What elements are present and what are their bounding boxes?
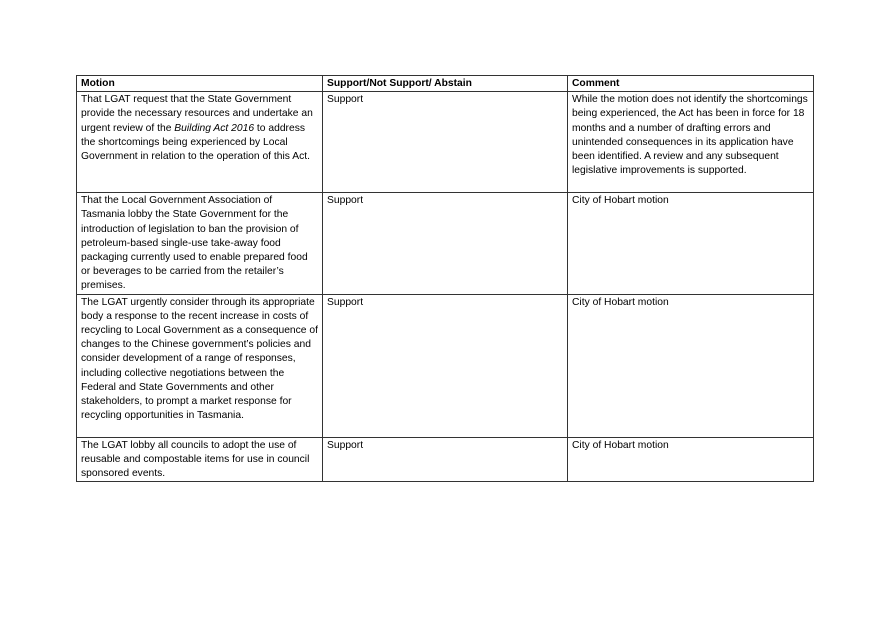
support-cell: Support [323, 92, 568, 193]
comment-cell: City of Hobart motion [568, 294, 814, 437]
comment-cell: While the motion does not identify the shortcomings being experienced, the Act has been in force for 18 months and a number of drafting errors and unintended consequences in its application have been identified. A review and any subsequent legislative improvements is supported. [568, 92, 814, 193]
header-row [77, 76, 814, 92]
motion-cell: The LGAT lobby all councils to adopt the use of reusable and compostable items for use in council sponsored events. [77, 437, 323, 482]
table-row [77, 294, 814, 437]
table-header [77, 76, 814, 92]
table-row [77, 92, 814, 193]
table-body [77, 92, 814, 482]
support-cell: Support [323, 294, 568, 437]
comment-cell: City of Hobart motion [568, 193, 814, 294]
motion-cell: That the Local Government Association of Tasmania lobby the State Government for the introduction of legislation to ban the provision of petroleum-based single-use take-away food packaging currently used to enable prepared food or beverages to be carried from the retailer’s premises. [77, 193, 323, 294]
header-motion: Motion [77, 76, 323, 92]
header-support: Support/Not Support/ Abstain [323, 76, 568, 92]
motions-table [76, 75, 814, 482]
motion-cell [77, 92, 323, 193]
motion-text-post: to address the shortcomings being experienced by Local Government in relation to the operation of this Act. [81, 122, 310, 163]
motion-text-pre: That LGAT request that the State Government provide the necessary resources and undertake an urgent review of the [81, 94, 313, 134]
building-act-title: Building Act 2016 [174, 122, 255, 134]
header-comment: Comment [568, 76, 814, 92]
motion-cell: The LGAT urgently consider through its appropriate body a response to the recent increase in costs of recycling to Local Government as a consequence of changes to the Chinese government’s policies and consider development of a range of responses, including collective negotiations between the Federal and State Governments and other stakeholders, to prompt a market response for recycling opportunities in Tasmania. [77, 294, 323, 437]
comment-cell: City of Hobart motion [568, 437, 814, 482]
table-row [77, 193, 814, 294]
table-row [77, 437, 814, 482]
support-cell: Support [323, 193, 568, 294]
support-cell: Support [323, 437, 568, 482]
